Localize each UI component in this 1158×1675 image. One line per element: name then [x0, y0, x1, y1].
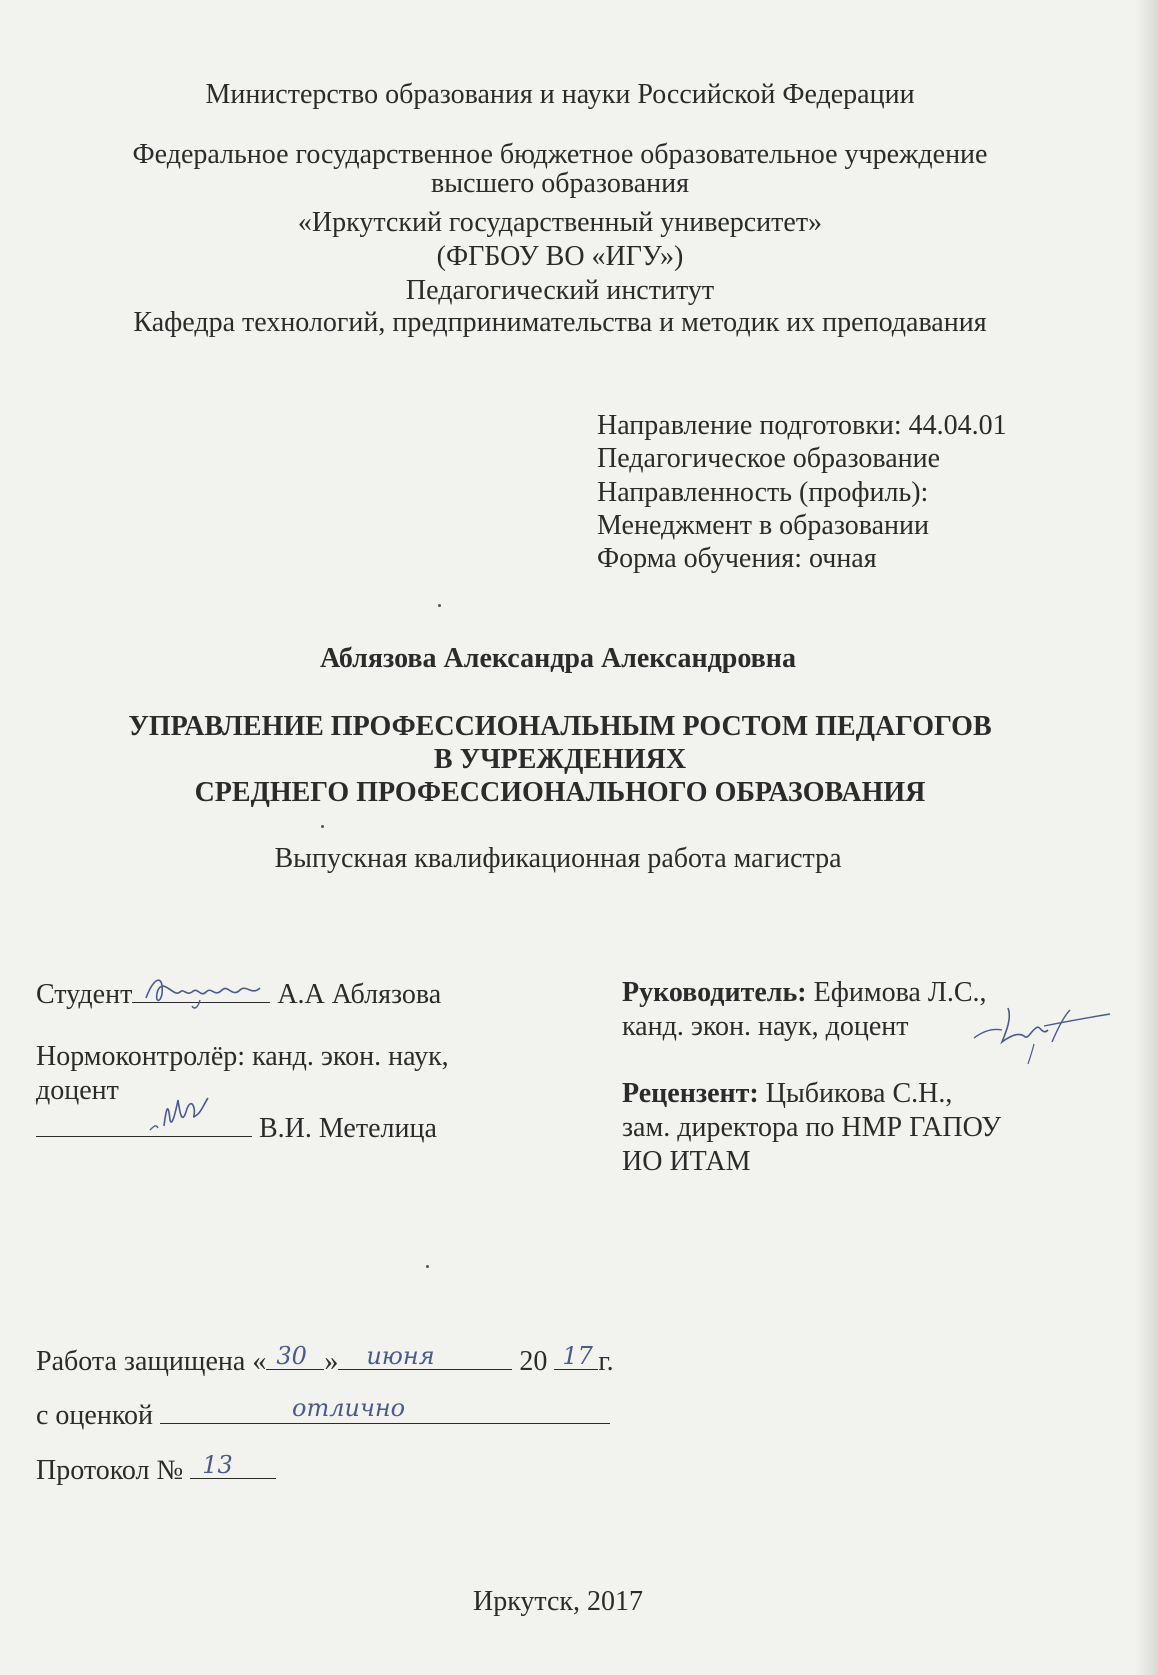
program-profile: Менеджмент в образовании	[597, 510, 929, 541]
grade-label: с оценкой	[36, 1400, 153, 1431]
thesis-title-line2: В УЧРЕЖДЕНИЯХ	[433, 744, 687, 775]
supervisor-row	[622, 976, 987, 1010]
year-prefix: 20	[519, 1346, 548, 1377]
institution-line: Федеральное государственное бюджетное образовательное учреждение	[132, 139, 988, 170]
grade-field	[160, 1394, 610, 1424]
university-line: «Иркутский государственный университет»	[297, 207, 823, 238]
program-direction: Направление подготовки: 44.04.01	[597, 410, 1007, 441]
protocol-number: 13	[202, 1451, 233, 1479]
reviewer-position: зам. директора по НМР ГАПОУ	[622, 1112, 1002, 1143]
normcontrol-label: Нормоконтролёр: канд. экон. наук,	[36, 1041, 449, 1072]
student-name: А.А Аблязова	[277, 979, 442, 1010]
supervisor-degree: канд. экон. наук, доцент	[622, 1011, 909, 1042]
grade-row	[36, 1394, 610, 1433]
month-field	[338, 1343, 512, 1370]
normcontrol-row	[36, 1110, 437, 1146]
ministry-line: Министерство образования и науки Российской Федерации	[205, 79, 915, 110]
normcontrol-signature	[142, 1090, 232, 1138]
defended-label: Работа защищена «	[36, 1346, 267, 1377]
protocol-field	[190, 1452, 276, 1479]
student-signature	[140, 968, 280, 1012]
university-abbr-line: (ФГБОУ ВО «ИГУ»)	[436, 241, 684, 272]
program-profile-label: Направленность (профиль):	[597, 477, 929, 508]
reviewer-label: Рецензент:	[622, 1078, 759, 1109]
supervisor-name: Ефимова Л.С.,	[813, 977, 987, 1008]
year-field	[554, 1343, 598, 1370]
institute-line: Педагогический институт	[405, 275, 715, 306]
program-study-form: Форма обучения: очная	[597, 543, 877, 574]
scan-speck	[426, 1265, 429, 1268]
thesis-title-line3: СРЕДНЕГО ПРОФЕССИОНАЛЬНОГО ОБРАЗОВАНИЯ	[194, 777, 926, 808]
defense-day: 30	[276, 1342, 307, 1370]
scan-speck	[438, 604, 441, 607]
reviewer-organization: ИО ИТАМ	[622, 1146, 751, 1177]
city-year: Иркутск, 2017	[472, 1586, 644, 1617]
defense-month: июня	[366, 1342, 435, 1370]
department-line: Кафедра технологий, предпринимательства и методик их преподавания	[133, 307, 987, 338]
defense-date-row	[36, 1343, 614, 1379]
quote-close: »	[324, 1346, 339, 1377]
normcontrol-label2: доцент	[36, 1075, 119, 1106]
supervisor-label: Руководитель:	[622, 977, 807, 1008]
scan-speck	[321, 825, 324, 828]
protocol-row	[36, 1452, 276, 1488]
year-end: г.	[598, 1346, 614, 1377]
reviewer-name: Цыбикова С.Н.,	[765, 1078, 953, 1109]
institution-level-line: высшего образования	[431, 168, 689, 199]
grade-value: отлично	[292, 1394, 406, 1422]
protocol-label: Протокол №	[36, 1455, 184, 1486]
normcontrol-name: В.И. Метелица	[259, 1113, 437, 1144]
thesis-title-line1: УПРАВЛЕНИЕ ПРОФЕССИОНАЛЬНЫМ РОСТОМ ПЕДАГОГОВ	[128, 711, 992, 742]
program-field: Педагогическое образование	[597, 443, 941, 474]
scan-edge-shadow	[1136, 0, 1158, 1675]
reviewer-row	[622, 1077, 952, 1111]
day-field	[266, 1343, 324, 1370]
supervisor-signature	[968, 1002, 1118, 1066]
work-type: Выпускная квалификационная работа магистра	[274, 843, 842, 874]
student-label: Студент	[36, 979, 133, 1010]
author-name: Аблязова Александра Александровна	[320, 643, 796, 674]
defense-year: 17	[562, 1342, 593, 1370]
